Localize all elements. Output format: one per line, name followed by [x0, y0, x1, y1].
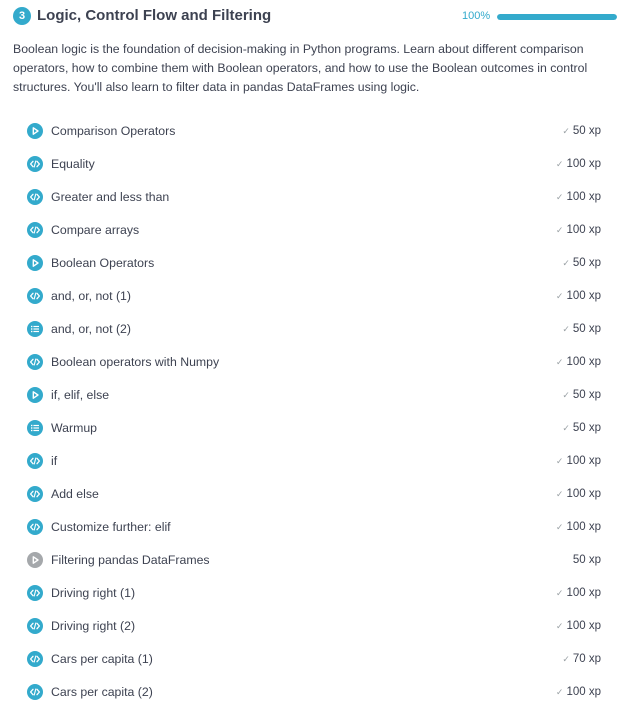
check-icon: ✓	[555, 489, 564, 499]
chapter-number-badge: 3	[13, 7, 31, 25]
exercise-xp	[556, 584, 601, 602]
exercise-xp	[573, 551, 601, 569]
exercise-item[interactable]	[27, 642, 604, 675]
exercise-item[interactable]	[27, 543, 604, 576]
exercise-xp-value: 50 xp	[572, 257, 601, 269]
progress-bar	[497, 14, 617, 20]
code-exercise-icon	[27, 585, 43, 601]
exercise-list	[27, 114, 604, 708]
progress-bar-fill	[497, 14, 617, 20]
check-icon: ✓	[562, 324, 570, 334]
code-exercise-icon-glyph	[27, 222, 43, 238]
chapter-header	[13, 5, 618, 27]
exercise-title[interactable]: and, or, not (2)	[51, 322, 131, 336]
code-exercise-icon	[27, 156, 43, 172]
exercise-title[interactable]: Filtering pandas DataFrames	[51, 553, 210, 567]
check-icon: ✓	[555, 159, 564, 169]
exercise-xp-value: 100 xp	[566, 455, 601, 467]
exercise-xp	[556, 155, 601, 173]
exercise-item[interactable]	[27, 609, 604, 642]
exercise-xp-value: 100 xp	[566, 488, 601, 500]
exercise-item[interactable]	[27, 279, 604, 312]
code-exercise-icon	[27, 519, 43, 535]
exercise-title[interactable]: Cars per capita (1)	[51, 652, 153, 666]
check-icon: ✓	[555, 687, 564, 697]
exercise-xp	[562, 650, 601, 668]
check-icon: ✓	[555, 456, 564, 466]
video-play-icon	[27, 123, 43, 139]
code-exercise-icon-glyph	[27, 684, 43, 700]
exercise-xp-value: 100 xp	[566, 290, 601, 302]
check-icon: ✓	[555, 522, 564, 532]
code-exercise-icon	[27, 189, 43, 205]
exercise-item[interactable]	[27, 510, 604, 543]
chapter-description: Boolean logic is the foundation of decision-making in Python programs. Learn about different comparison operators, how to combine them with Boolean operators, and how to use the Boolean outcomes in control structures. You'll also learn to filter data in pandas DataFrames using logic.	[13, 42, 588, 94]
code-exercise-icon	[27, 453, 43, 469]
check-icon: ✓	[555, 357, 564, 367]
video-play-icon-glyph	[27, 123, 43, 139]
exercise-xp-value: 50 xp	[572, 554, 601, 566]
multiple-choice-icon-glyph	[27, 420, 43, 436]
code-exercise-icon	[27, 288, 43, 304]
exercise-xp	[556, 353, 601, 371]
check-icon: ✓	[555, 291, 564, 301]
multiple-choice-icon	[27, 420, 43, 436]
exercise-xp-value: 50 xp	[572, 389, 601, 401]
exercise-item[interactable]	[27, 675, 604, 708]
exercise-title[interactable]: Equality	[51, 157, 95, 171]
exercise-xp-value: 100 xp	[566, 224, 601, 236]
exercise-xp	[562, 386, 601, 404]
check-icon: ✓	[555, 192, 564, 202]
progress-percent: 100%	[462, 10, 491, 22]
check-icon: ✓	[562, 258, 570, 268]
exercise-item[interactable]	[27, 180, 604, 213]
exercise-xp-value: 100 xp	[566, 356, 601, 368]
video-play-icon	[27, 255, 43, 271]
exercise-item[interactable]	[27, 411, 604, 444]
exercise-title[interactable]: Cars per capita (2)	[51, 685, 153, 699]
exercise-item[interactable]	[27, 345, 604, 378]
code-exercise-icon-glyph	[27, 453, 43, 469]
exercise-xp	[556, 287, 601, 305]
multiple-choice-icon-glyph	[27, 321, 43, 337]
code-exercise-icon	[27, 618, 43, 634]
exercise-xp-value: 50 xp	[572, 323, 601, 335]
code-exercise-icon-glyph	[27, 618, 43, 634]
exercise-item[interactable]	[27, 213, 604, 246]
exercise-title[interactable]: Driving right (1)	[51, 586, 136, 600]
exercise-xp	[556, 617, 601, 635]
exercise-title[interactable]: Boolean operators with Numpy	[51, 355, 220, 369]
code-exercise-icon	[27, 354, 43, 370]
exercise-xp	[562, 122, 601, 140]
exercise-xp-value: 70 xp	[572, 653, 601, 665]
code-exercise-icon-glyph	[27, 519, 43, 535]
exercise-title[interactable]: if	[51, 454, 58, 468]
exercise-xp	[556, 518, 601, 536]
code-exercise-icon-glyph	[27, 585, 43, 601]
exercise-item[interactable]	[27, 312, 604, 345]
exercise-title[interactable]: Greater and less than	[51, 190, 170, 204]
exercise-title[interactable]: Compare arrays	[51, 223, 140, 237]
code-exercise-icon-glyph	[27, 651, 43, 667]
exercise-xp-value: 100 xp	[566, 521, 601, 533]
exercise-xp	[556, 683, 601, 701]
code-exercise-icon	[27, 486, 43, 502]
exercise-xp	[562, 320, 601, 338]
video-play-icon-glyph	[27, 255, 43, 271]
exercise-item[interactable]	[27, 378, 604, 411]
exercise-xp-value: 50 xp	[572, 125, 601, 137]
exercise-item[interactable]	[27, 246, 604, 279]
chapter-title[interactable]: Logic, Control Flow and Filtering	[37, 7, 272, 24]
exercise-xp-value: 100 xp	[566, 191, 601, 203]
exercise-xp	[556, 485, 601, 503]
video-play-icon-glyph	[27, 552, 43, 568]
exercise-title[interactable]: if, elif, else	[51, 388, 110, 402]
video-play-icon	[27, 552, 43, 568]
exercise-title[interactable]: Driving right (2)	[51, 619, 136, 633]
exercise-title[interactable]: Customize further: elif	[51, 520, 171, 534]
check-icon: ✓	[555, 621, 564, 631]
exercise-xp	[556, 452, 601, 470]
code-exercise-icon-glyph	[27, 486, 43, 502]
exercise-xp	[562, 254, 601, 272]
multiple-choice-icon	[27, 321, 43, 337]
exercise-item[interactable]	[27, 147, 604, 180]
code-exercise-icon	[27, 222, 43, 238]
code-exercise-icon-glyph	[27, 189, 43, 205]
exercise-item[interactable]	[27, 444, 604, 477]
code-exercise-icon-glyph	[27, 354, 43, 370]
check-icon: ✓	[555, 588, 564, 598]
exercise-title[interactable]: Boolean Operators	[51, 256, 155, 270]
check-icon: ✓	[562, 126, 570, 136]
exercise-item[interactable]	[27, 576, 604, 609]
exercise-xp	[562, 419, 601, 437]
exercise-item[interactable]	[27, 114, 604, 147]
exercise-title[interactable]: and, or, not (1)	[51, 289, 131, 303]
code-exercise-icon	[27, 684, 43, 700]
video-play-icon-glyph	[27, 387, 43, 403]
exercise-title[interactable]: Add else	[51, 487, 99, 501]
exercise-xp-value: 100 xp	[566, 158, 601, 170]
check-icon: ✓	[562, 423, 570, 433]
check-icon: ✓	[562, 390, 570, 400]
check-icon: ✓	[562, 654, 570, 664]
exercise-xp-value: 100 xp	[566, 620, 601, 632]
exercise-xp-value: 50 xp	[572, 422, 601, 434]
exercise-xp	[556, 221, 601, 239]
exercise-item[interactable]	[27, 477, 604, 510]
exercise-xp-value: 100 xp	[566, 587, 601, 599]
exercise-title[interactable]: Warmup	[51, 421, 98, 435]
code-exercise-icon-glyph	[27, 288, 43, 304]
exercise-xp	[556, 188, 601, 206]
code-exercise-icon-glyph	[27, 156, 43, 172]
code-exercise-icon	[27, 651, 43, 667]
exercise-xp-value: 100 xp	[566, 686, 601, 698]
exercise-title[interactable]: Comparison Operators	[51, 124, 176, 138]
check-icon: ✓	[555, 225, 564, 235]
video-play-icon	[27, 387, 43, 403]
